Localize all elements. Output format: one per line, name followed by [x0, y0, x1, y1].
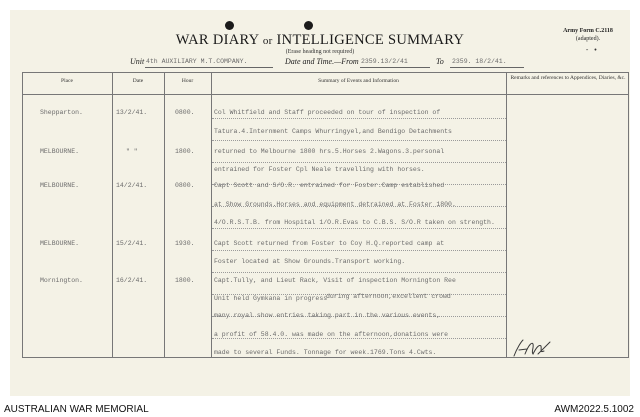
col-header-hour: Hour — [181, 78, 194, 84]
title-or: or — [262, 35, 273, 47]
col-header-date: Date — [132, 78, 144, 84]
summary-line: Capt Scott and S/O.R. entrained for Foster.Camp established — [214, 182, 445, 189]
ruled-line — [212, 228, 506, 229]
army-form-sub: (adapted). — [575, 36, 601, 42]
col-divider-summary — [506, 72, 507, 358]
form-title — [0, 32, 640, 49]
summary-line: Capt Scott returned from Foster to Coy H.Q.reported camp at — [214, 240, 445, 247]
title-war-diary: WAR DIARY — [175, 32, 259, 48]
to-underline — [450, 67, 524, 68]
col-divider-date — [164, 72, 165, 358]
unit-value: 4th AUXILIARY M.T.COMPANY. — [146, 58, 248, 65]
summary-line: Tatura.4.Internment Camps Whurringyel,and Bendigo Detachments — [214, 128, 452, 135]
col-header-summary: Summary of Events and Information — [318, 78, 399, 84]
summary-line: entrained for Foster Cpl Neale travelling with horses. — [214, 166, 425, 173]
summary-line: Foster located at Show Grounds.Transport working. — [214, 258, 406, 265]
army-form-label — [553, 27, 623, 43]
summary-insert: during afternoon,excellent crowd — [326, 293, 451, 300]
summary-line: made to several Funds. Tonnage for week.1769.Tons 4.Cwts. — [214, 349, 437, 356]
date-label: Date and Time.—From — [285, 57, 359, 66]
pencil-mark: - • — [585, 47, 598, 55]
date-cell: " " — [126, 148, 138, 155]
place-cell: MELBOURNE. — [40, 240, 80, 247]
to-label: To — [436, 57, 444, 66]
summary-line: many royal show entries taking part in the various events, — [214, 312, 441, 319]
hour-cell: 0800. — [175, 109, 195, 116]
place-cell: Shepparton. — [40, 109, 83, 116]
ruled-line — [212, 162, 506, 163]
title-intelligence-summary: INTELLIGENCE SUMMARY — [276, 32, 465, 48]
ruled-line — [212, 338, 506, 339]
date-cell: 13/2/41. — [116, 109, 148, 116]
punch-hole-right — [304, 21, 313, 30]
hour-cell: 0800. — [175, 182, 195, 189]
hour-cell: 1800. — [175, 148, 195, 155]
hour-cell: 1930. — [175, 240, 195, 247]
unit-underline — [145, 67, 273, 68]
punch-hole-left — [225, 21, 234, 30]
army-form-number: Army Form C.2118 — [563, 28, 613, 34]
ruled-line — [212, 250, 506, 251]
summary-line: returned to Melbourne 1800 hrs.5.Horses 2.Wagons.3.personal — [214, 148, 445, 155]
from-value: 2359.13/2/41 — [361, 58, 408, 65]
signature-initials — [511, 336, 553, 360]
summary-line: Col Whitfield and Staff proceeded on tour of inspection of — [214, 109, 441, 116]
summary-line: 4/O.R.S.T.B. from Hospital 1/O.R.Evas to C.B.S. S/O.R taken on strength. — [214, 219, 495, 226]
footer-accession: AWM2022.5.1002 — [554, 404, 634, 415]
col-header-remarks: Remarks and references to Appendices, Diaries, &c. — [510, 75, 626, 81]
place-cell: Mornington. — [40, 277, 83, 284]
summary-line: Capt.Tully, and Lieut Rack, Visit of inspection Mornington Ree — [214, 277, 456, 284]
ruled-line — [212, 140, 506, 141]
date-cell: 16/2/41. — [116, 277, 148, 284]
erase-note: (Erase heading not required) — [285, 49, 355, 55]
place-cell: MELBOURNE. — [40, 182, 80, 189]
ruled-line — [212, 118, 506, 119]
to-value: 2359. 18/2/41. — [452, 58, 507, 65]
date-cell: 14/2/41. — [116, 182, 148, 189]
col-divider-place — [112, 72, 113, 358]
col-header-place: Place — [61, 78, 73, 84]
place-cell: MELBOURNE. — [40, 148, 80, 155]
summary-line: a profit of 58.4.0. was made on the afternoon,donations were — [214, 331, 449, 338]
from-underline — [360, 67, 430, 68]
hour-cell: 1800. — [175, 277, 195, 284]
date-cell: 15/2/41. — [116, 240, 148, 247]
header-bottom-line — [22, 94, 629, 95]
ruled-line — [212, 272, 506, 273]
unit-label: Unit — [130, 57, 145, 66]
summary-line: Unit held Gymkana in progress — [214, 295, 328, 302]
footer-institution: AUSTRALIAN WAR MEMORIAL — [4, 404, 149, 415]
summary-line: at Show Grounds.Horses and equipment detrained at Foster 1800. — [214, 201, 456, 208]
